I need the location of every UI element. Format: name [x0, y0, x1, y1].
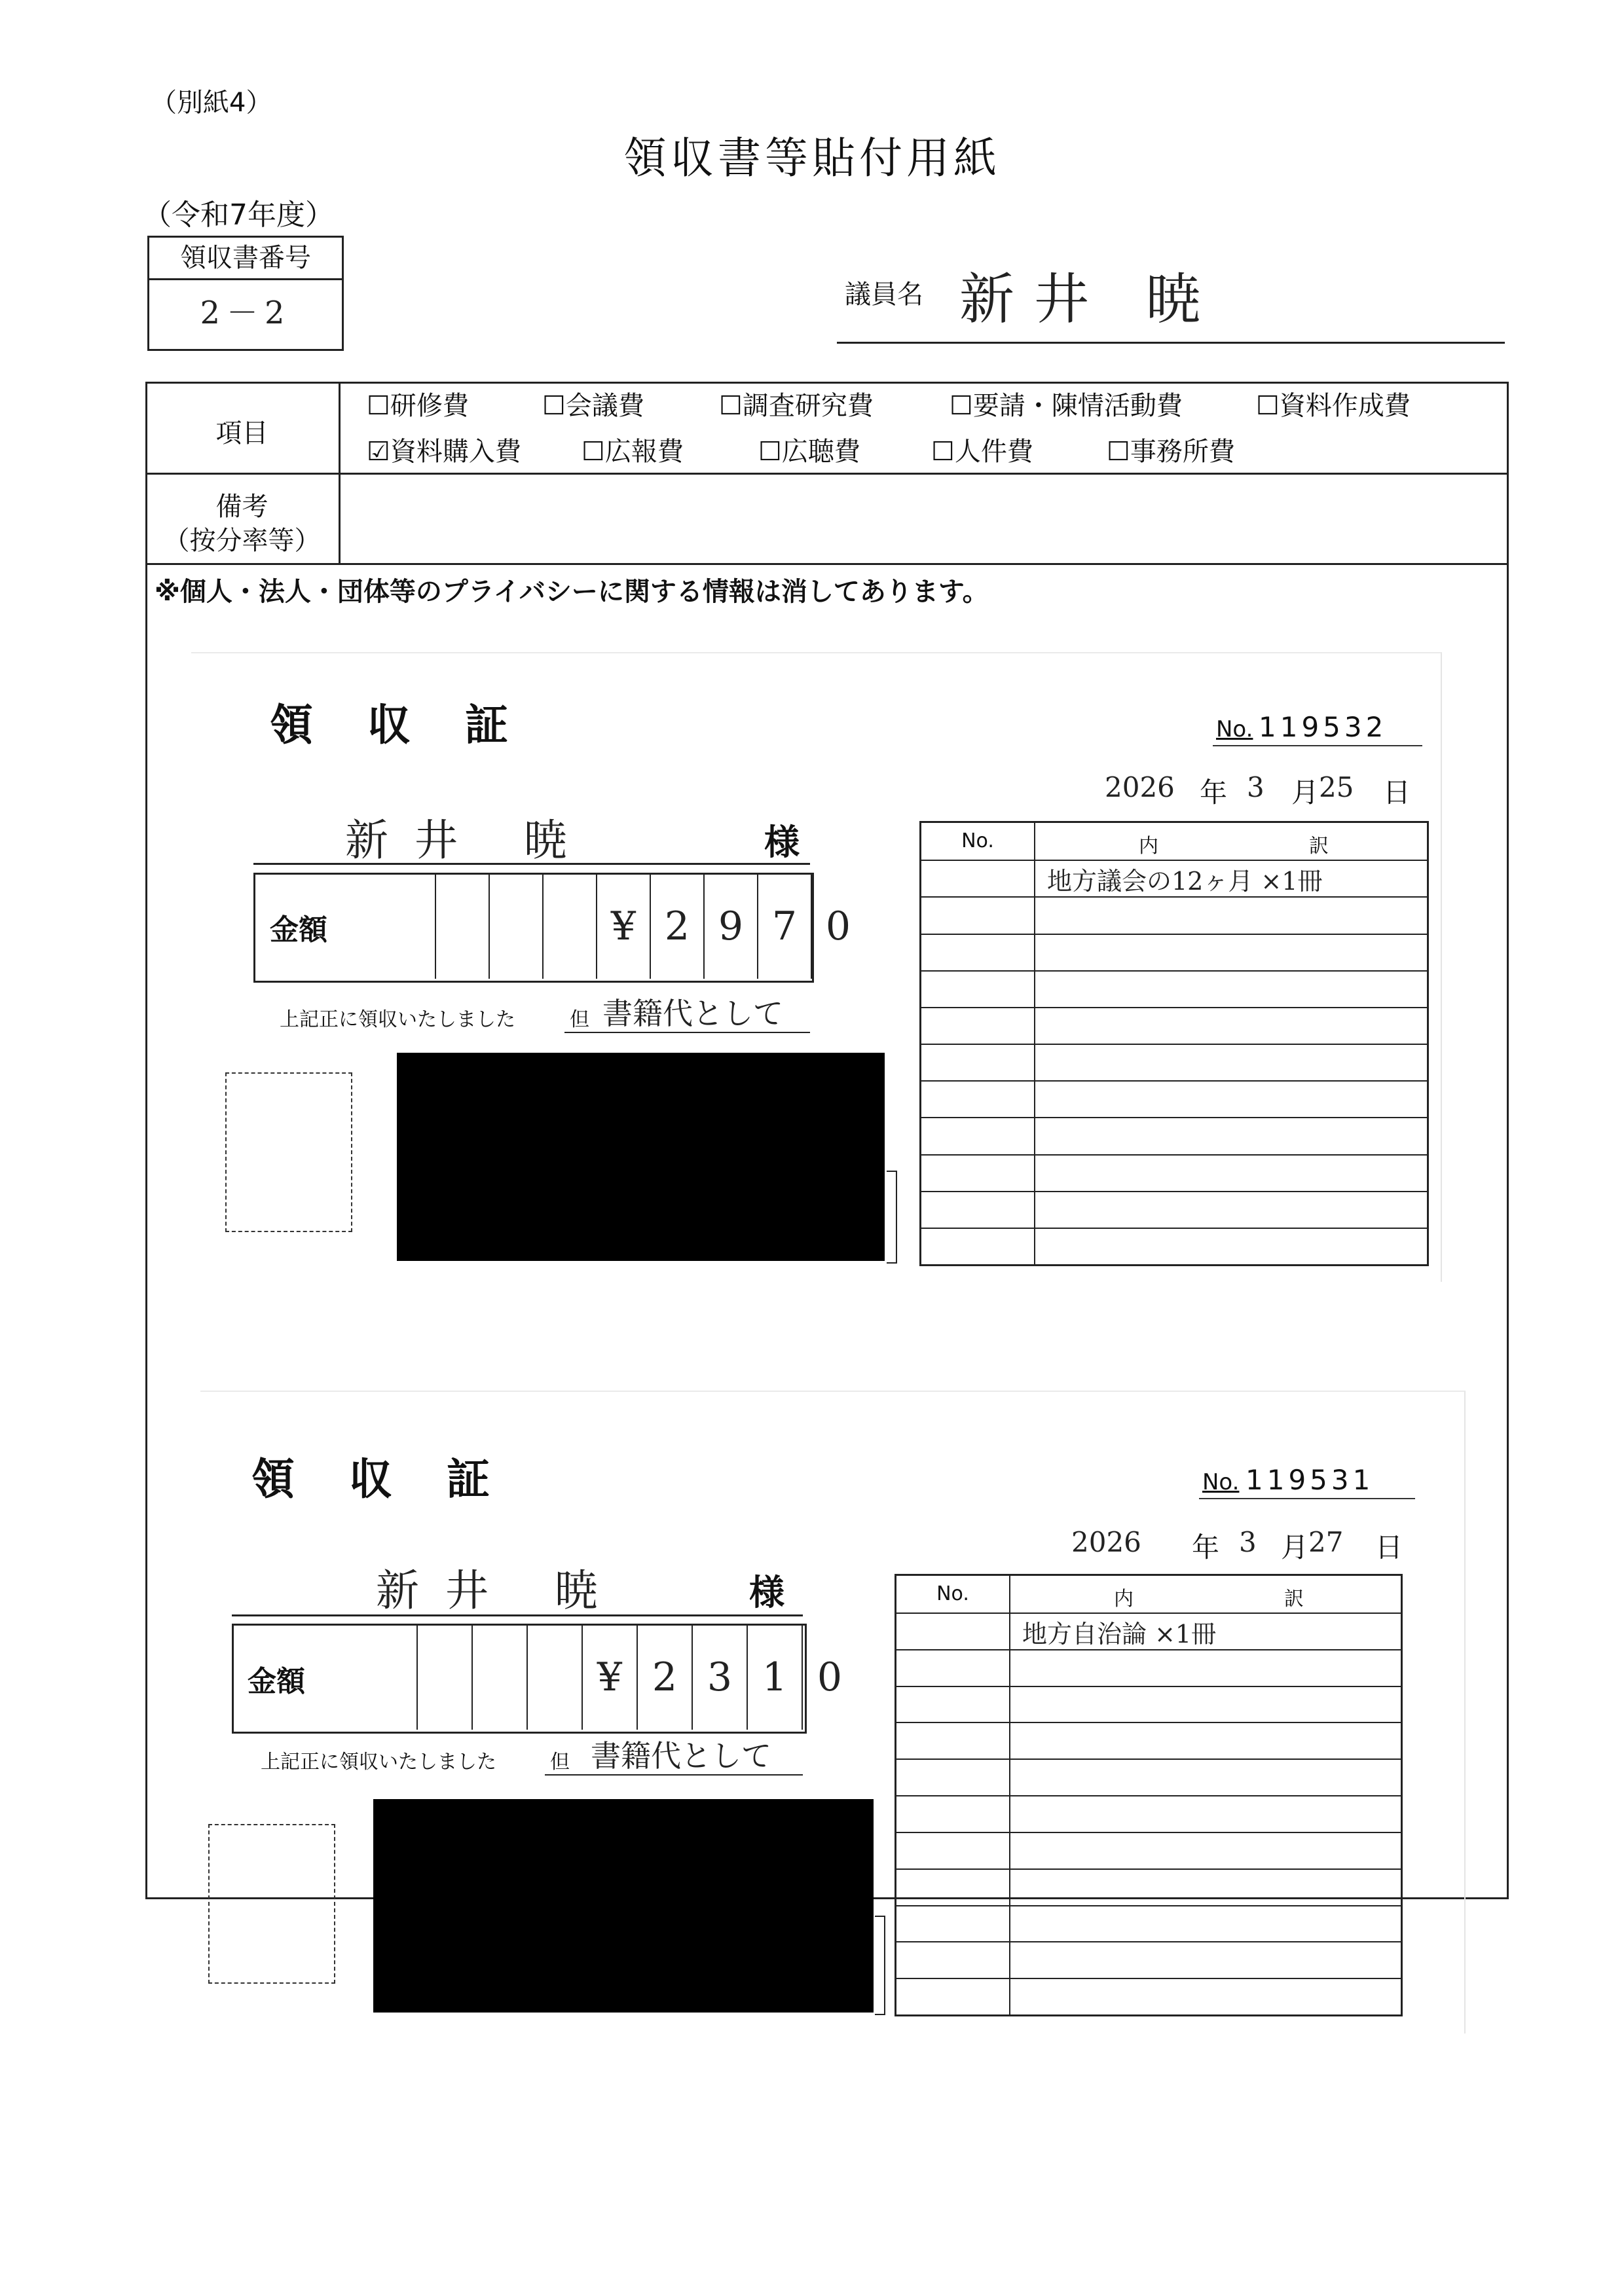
checkbox-unchecked[interactable]: ☐ — [950, 391, 973, 421]
category-meeting[interactable]: ☐会議費 — [542, 391, 644, 421]
column-divider — [339, 382, 341, 564]
table-header-desc: 訳 — [1284, 1587, 1304, 1611]
receipt-purpose[interactable]: 書籍代として — [591, 1738, 771, 1774]
amount-digit-cell[interactable]: ¥ — [596, 875, 650, 979]
table-row — [921, 934, 1427, 935]
amount-digit-cell[interactable] — [542, 875, 596, 979]
receipt-honorific: 様 — [764, 822, 800, 863]
receipt-date-day-unit: 日 — [1383, 776, 1411, 809]
table-header-desc: 内 — [1139, 835, 1158, 858]
amount-digit-cell[interactable]: 9 — [703, 875, 757, 979]
tadashi-label: 但 — [570, 1008, 589, 1031]
redaction-block — [397, 1053, 885, 1261]
received-text: 上記正に領収いたしました — [261, 1751, 496, 1774]
category-office[interactable]: ☐事務所費 — [1107, 437, 1235, 467]
member-underline — [837, 342, 1505, 344]
checkbox-unchecked[interactable]: ☐ — [581, 437, 605, 467]
table-row — [896, 1758, 1401, 1760]
table-row — [896, 1722, 1401, 1723]
receipt-number: 119531 — [1246, 1464, 1375, 1496]
receipt-no-label: No. — [1216, 716, 1253, 742]
receipt-number: 119532 — [1259, 711, 1388, 743]
detail-table — [919, 821, 1429, 1266]
receipt-card — [191, 652, 1442, 1282]
receipt-date-month[interactable]: 3 — [1247, 771, 1264, 803]
receipt-number-box — [147, 236, 344, 351]
receipt-date-year[interactable]: 2026 — [1105, 771, 1175, 803]
fiscal-year: （令和7年度） — [143, 198, 334, 232]
amount-digit-cell[interactable] — [526, 1626, 581, 1730]
receipt-number-value[interactable]: 2－2 — [200, 295, 291, 331]
remarks-label — [145, 490, 339, 558]
checkbox-unchecked[interactable]: ☐ — [1256, 391, 1280, 421]
receipt-date-year[interactable]: 2026 — [1071, 1526, 1141, 1558]
checkbox-checked[interactable]: ☑ — [367, 437, 390, 467]
category-document-creation[interactable]: ☐資料作成費 — [1256, 391, 1411, 421]
table-row — [896, 1941, 1401, 1942]
member-name[interactable]: 新井 暁 — [959, 267, 1221, 331]
amount-label: 金額 — [248, 1665, 305, 1698]
amount-digit-cell[interactable]: 0 — [811, 875, 864, 979]
detail-table — [895, 1574, 1403, 2016]
table-row — [896, 1686, 1401, 1687]
amount-digit-cell[interactable]: 0 — [802, 1626, 857, 1730]
category-hearing[interactable]: ☐広聴費 — [758, 437, 860, 467]
remarks-label-line: 備考 — [215, 492, 268, 522]
receipt-title: 領 収 証 — [251, 1454, 509, 1504]
checkbox-unchecked[interactable]: ☐ — [367, 391, 390, 421]
checkbox-unchecked[interactable]: ☐ — [931, 437, 955, 467]
attachment-label: （別紙4） — [151, 88, 272, 118]
page-title: 領収書等貼付用紙 — [623, 133, 1001, 183]
table-row — [921, 1228, 1427, 1229]
received-text: 上記正に領収いたしました — [280, 1008, 515, 1031]
amount-digit-cell[interactable]: ¥ — [581, 1626, 637, 1730]
receipt-no-underline — [1199, 1498, 1415, 1499]
table-row — [921, 1191, 1427, 1192]
table-header-no: No. — [936, 1582, 969, 1605]
redaction-block — [373, 1799, 874, 2013]
redaction-edge — [887, 1171, 897, 1264]
stamp-placeholder — [208, 1824, 335, 1984]
amount-digit-cell[interactable]: 7 — [757, 875, 811, 979]
table-row — [921, 970, 1427, 972]
table-row — [896, 1649, 1401, 1650]
category-training[interactable]: ☐研修費 — [367, 391, 469, 421]
receipt-date-month[interactable]: 3 — [1239, 1526, 1257, 1558]
row-divider — [145, 473, 1507, 475]
receipt-no-label: No. — [1202, 1469, 1240, 1495]
checkbox-unchecked[interactable]: ☐ — [1107, 437, 1130, 467]
table-cell-desc[interactable]: 地方議会の12ヶ月 ×1冊 — [1047, 867, 1323, 896]
receipt-honorific: 様 — [749, 1572, 784, 1613]
checkbox-unchecked[interactable]: ☐ — [719, 391, 743, 421]
stamp-placeholder — [225, 1072, 352, 1232]
table-header-desc: 訳 — [1309, 835, 1329, 858]
table-header-desc: 内 — [1114, 1587, 1134, 1611]
amount-digit-cell[interactable] — [489, 875, 542, 979]
category-research[interactable]: ☐調査研究費 — [719, 391, 874, 421]
receipt-title: 領 収 証 — [270, 700, 528, 750]
receipt-no-underline — [1213, 745, 1422, 746]
amount-label: 金額 — [270, 913, 327, 947]
receipt-date-day[interactable]: 27 — [1308, 1526, 1344, 1558]
table-row — [921, 1154, 1427, 1156]
table-row — [896, 1795, 1401, 1796]
table-row — [896, 1905, 1401, 1906]
category-petition[interactable]: ☐要請・陳情活動費 — [950, 391, 1183, 421]
receipt-date-month-unit: 月 — [1291, 776, 1320, 809]
amount-digit-cell[interactable]: 2 — [637, 1626, 692, 1730]
amount-digit-cell[interactable] — [416, 1626, 471, 1730]
recipient-underline — [232, 1614, 803, 1616]
table-row — [921, 1007, 1427, 1008]
table-row — [921, 1044, 1427, 1045]
receipt-date-day[interactable]: 25 — [1319, 771, 1354, 803]
receipt-purpose[interactable]: 書籍代として — [602, 996, 783, 1031]
privacy-notice: ※個人・法人・団体等のプライバシーに関する情報は消してあります。 — [155, 577, 989, 607]
table-row — [896, 1978, 1401, 1979]
receipt-recipient[interactable]: 新井 暁 — [376, 1565, 624, 1616]
receipt-date-month-unit: 月 — [1281, 1531, 1309, 1563]
category-document-purchase[interactable]: ☑資料購入費 — [367, 437, 521, 467]
table-row — [921, 1117, 1427, 1118]
item-label: 項目 — [215, 418, 268, 448]
member-label: 議員名 — [845, 280, 923, 310]
receipt-card — [200, 1391, 1466, 2033]
table-row — [896, 1832, 1401, 1833]
redaction-edge — [875, 1916, 885, 2015]
receipt-date-year-unit: 年 — [1200, 776, 1228, 809]
amount-digit-cell[interactable]: 1 — [747, 1626, 802, 1730]
amount-digit-cell[interactable]: 2 — [650, 875, 703, 979]
purpose-underline — [545, 1774, 803, 1776]
table-row — [921, 896, 1427, 898]
tadashi-label: 但 — [550, 1751, 570, 1774]
receipt-recipient[interactable]: 新井 暁 — [345, 815, 593, 866]
table-header-no: No. — [961, 829, 994, 853]
receipt-date-day-unit: 日 — [1375, 1531, 1403, 1563]
receipt-date-year-unit: 年 — [1192, 1531, 1220, 1563]
row-divider — [145, 563, 1507, 565]
category-publicity[interactable]: ☐広報費 — [581, 437, 684, 467]
amount-digit-cell[interactable] — [435, 875, 489, 979]
category-personnel[interactable]: ☐人件費 — [931, 437, 1033, 467]
amount-digit-cell[interactable] — [471, 1626, 526, 1730]
purpose-underline — [564, 1032, 810, 1033]
table-row — [896, 1868, 1401, 1870]
checkbox-unchecked[interactable]: ☐ — [542, 391, 566, 421]
amount-digit-cell[interactable]: 3 — [692, 1626, 747, 1730]
table-row — [921, 1080, 1427, 1082]
checkbox-unchecked[interactable]: ☐ — [758, 437, 782, 467]
recipient-underline — [253, 863, 810, 865]
remarks-label-line: （按分率等） — [163, 526, 321, 556]
receipt-number-label: 領収書番号 — [149, 238, 342, 280]
table-cell-desc[interactable]: 地方自治論 ×1冊 — [1022, 1619, 1217, 1649]
